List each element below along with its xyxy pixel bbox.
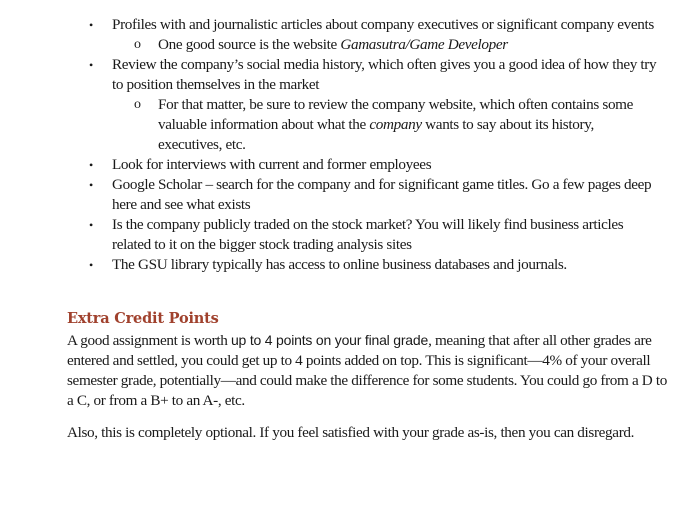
list-item: [0, 15, 696, 35]
list-item: [0, 255, 696, 275]
list-item: [0, 175, 696, 215]
bullet-icon: •: [89, 178, 93, 192]
paragraph-text: A good assignment is worth: [67, 332, 231, 349]
sub-list-item: [0, 95, 696, 155]
sub-item-text: One good source is the website: [158, 36, 341, 53]
sub-item-text: For that matter, be sure to review the company website, which often contains some valuable information about what the: [158, 96, 634, 133]
list-item: [0, 215, 696, 255]
emphasis-text: company: [369, 116, 422, 133]
sub-bullet-icon: o: [134, 97, 141, 112]
sub-list-item: [0, 35, 696, 55]
list-item-text: Look for interviews with current and former employees: [112, 156, 432, 173]
bullet-icon: •: [89, 58, 93, 72]
list-item-text: Profiles with and journalistic articles about company executives or significant company events: [112, 16, 654, 33]
paragraph-text-continued: , meaning that after all other grades are entered and settled, you could get up to 4 points added on top. This is significant—4% of your overall semester grade, potentially—and could make the difference for some students. You could go from a D to a C, or from a B+ to an A-, etc.: [67, 332, 667, 409]
website-name: Gamasutra/Game Developer: [340, 36, 508, 53]
bullet-icon: •: [89, 258, 93, 272]
extra-credit-heading: Extra Credit Points: [67, 310, 219, 327]
list-item: [0, 55, 696, 95]
list-item-text: Review the company’s social media history, which often gives you a good idea of how they try to position themselves in the market: [112, 56, 657, 93]
list-item-text: Google Scholar – search for the company and for significant game titles. Go a few pages deep here and see what exists: [112, 176, 652, 213]
optional-note-paragraph: Also, this is completely optional. If you feel satisfied with your grade as-is, then you can disregard.: [67, 424, 635, 441]
sub-item-text-end: wants to say about its history, executives, etc.: [158, 116, 594, 153]
list-item: [0, 155, 696, 175]
research-sources-list: [0, 15, 696, 275]
sub-bullet-icon: o: [134, 37, 141, 52]
bullet-icon: •: [89, 158, 93, 172]
list-item-text: The GSU library typically has access to online business databases and journals.: [112, 256, 567, 273]
extra-credit-paragraph: [67, 330, 667, 411]
bullet-icon: •: [89, 18, 93, 32]
list-item-text: Is the company publicly traded on the stock market? You will likely find business articles related to it on the bigger stock trading analysis sites: [112, 216, 624, 253]
bullet-icon: •: [89, 218, 93, 232]
highlighted-points-text: up to 4 points on your final grade: [230, 332, 429, 348]
